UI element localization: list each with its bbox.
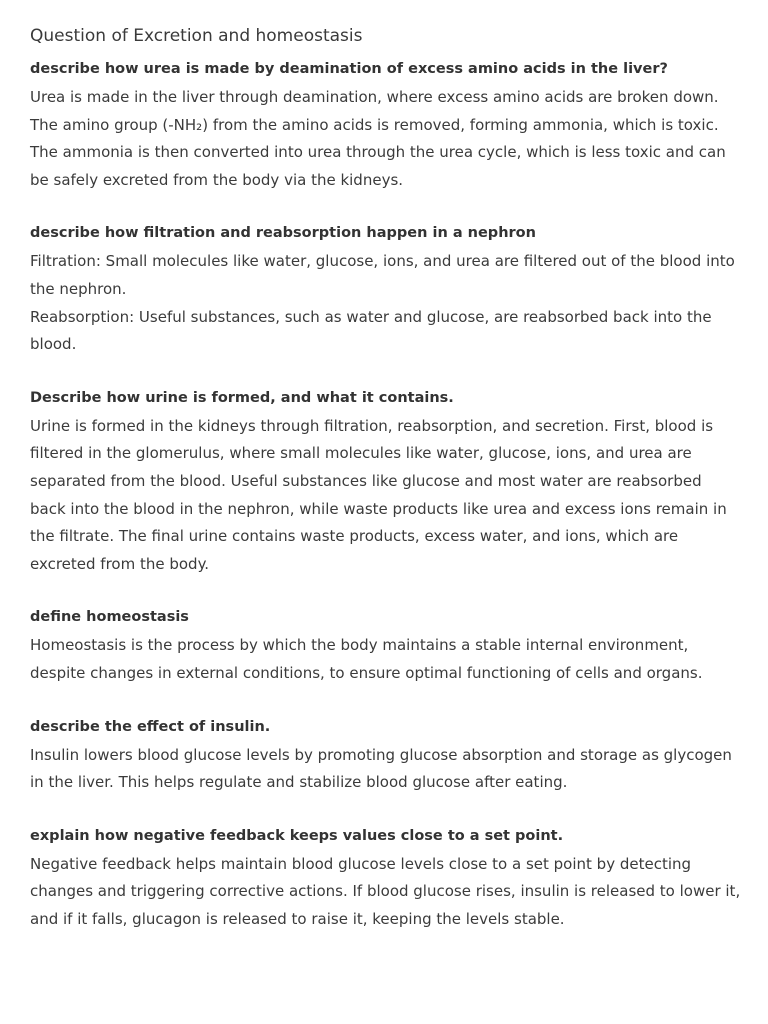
question-heading: describe how urea is made by deamination of excess amino acids in the liver? [30, 61, 668, 77]
qa-section-nephron [30, 221, 742, 358]
answer-paragraph: Urea is made in the liver through deamination, where excess amino acids are broken down. The amino group (-NH₂) from the amino acids is removed, forming ammonia, which is toxic. The ammonia is then converted into urea through the urea cycle, which is less toxic and can be safely excreted from the body via the kidneys. [30, 88, 726, 189]
answer-paragraph: Insulin lowers blood glucose levels by promoting glucose absorption and storage as glycogen in the liver. This helps regulate and stabilize blood glucose after eating. [30, 745, 732, 792]
qa-section-homeostasis [30, 605, 742, 687]
answer-paragraph: Homeostasis is the process by which the body maintains a stable internal environment, despite changes in external conditions, to ensure optimal functioning of cells and organs. [30, 636, 703, 682]
qa-section-negative-feedback [30, 824, 742, 934]
answer-paragraph: Negative feedback helps maintain blood glucose levels close to a set point by detecting changes and triggering corrective actions. If blood glucose rises, insulin is released to lower it, and if it falls, glucagon is released to raise it, keeping the levels stable. [30, 854, 741, 928]
answer-paragraph: Filtration: Small molecules like water, glucose, ions, and urea are filtered out of the blood into the nephron. [30, 252, 735, 298]
answer-paragraph: Reabsorption: Useful substances, such as water and glucose, are reabsorbed back into the blood. [30, 307, 712, 354]
question-heading: Describe how urine is formed, and what it contains. [30, 389, 454, 406]
question-heading: describe the effect of insulin. [30, 718, 271, 735]
qa-section-urine [30, 386, 742, 579]
question-heading: explain how negative feedback keeps values close to a set point. [30, 827, 564, 844]
answer-paragraph: Urine is formed in the kidneys through filtration, reabsorption, and secretion. First, blood is filtered in the glomerulus, where small molecules like water, glucose, ions, and urea are separated from the blood. Useful substances like glucose and most water are reabsorbed back into the blood in the nephron, while waste products like urea and excess ions remain in the filtrate. The final urine contains waste products, excess water, and ions, which are excreted from the body. [30, 416, 727, 573]
question-heading: define homeostasis [30, 609, 189, 626]
document-title: Question of Excretion and homeostasis [30, 26, 363, 46]
question-heading: describe how filtration and reabsorption happen in a nephron [30, 225, 536, 242]
qa-section-insulin [30, 715, 742, 797]
qa-section-urea [30, 57, 742, 194]
